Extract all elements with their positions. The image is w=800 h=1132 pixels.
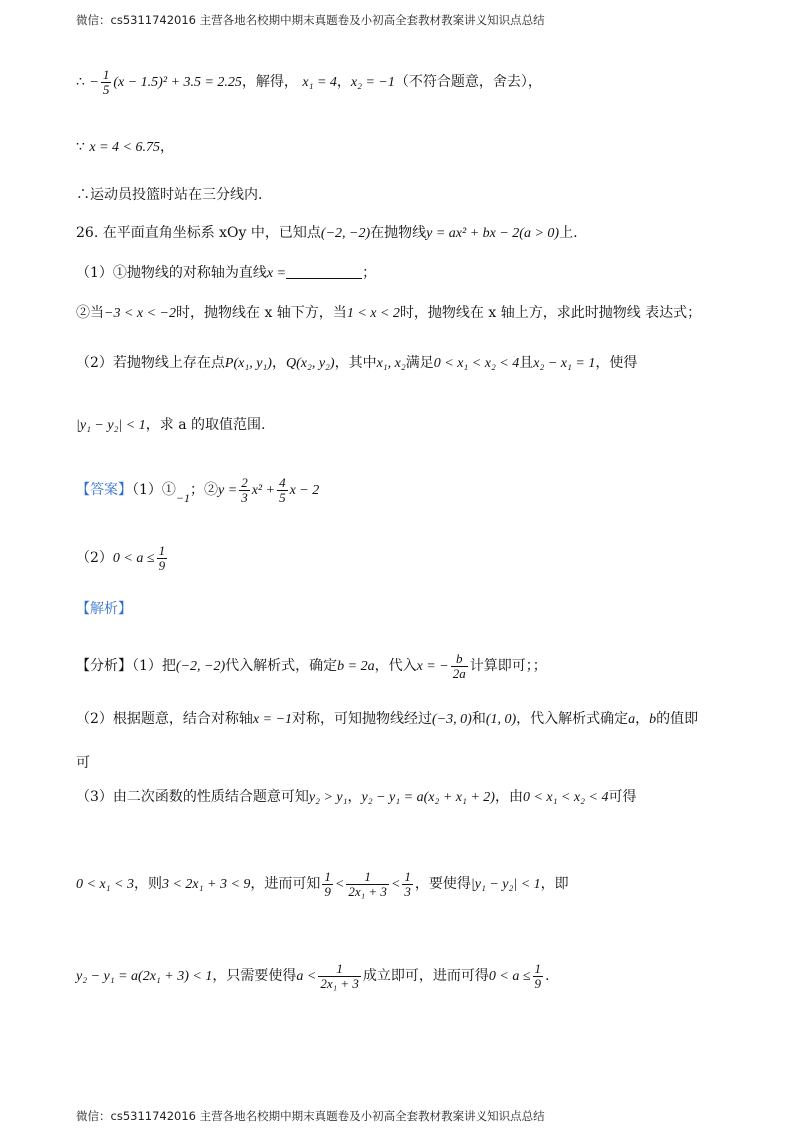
analysis-a5-only: ，只需要使得: [212, 968, 297, 984]
analysis-a1-lead: （1）把: [132, 658, 176, 674]
therefore-symbol: ∴: [76, 74, 85, 90]
analysis-sub-tag: 【分析】: [76, 658, 132, 674]
analysis-a3-comma: ，: [347, 789, 362, 805]
analysis-a2-p1: (−3, 0): [432, 712, 472, 727]
analysis-a2-a: a: [628, 712, 636, 727]
answer-sep: ；②: [190, 482, 219, 498]
analysis-a1-point: (−2, −2): [175, 659, 226, 674]
analysis-a5-eq: y₂ − y₁ = a(2x₁ + 3) < 1: [76, 969, 213, 984]
analysis-a1-sub: ，代入: [374, 658, 417, 674]
q26-p1-text: （1）①抛物线的对称轴为直线: [76, 265, 267, 281]
analysis-a4-know: ，进而可知: [250, 876, 321, 892]
fraction-1-5: $\frac{1}{5}$: [102, 66, 110, 97]
analysis-a2-mid: 对称，可知抛物线经过: [292, 711, 433, 727]
fraction-4-5: $\frac{4}{5}$: [279, 474, 286, 505]
analysis-line-3: [76, 786, 740, 809]
q26-p1b-lead: ②当: [76, 305, 104, 321]
q26-p2-diff: x₂ − x₁ = 1: [533, 356, 596, 371]
prev-equation: (x − 1.5)² + 3.5 = 2.25: [113, 75, 242, 90]
q26-part2: （2）若抛物线上存在点P(x₁, y₁)，Q(x₂, y₂)，其中x₁, x₂满足0 < x₁ < x₂ < 4且x₂ − x₁ = 1，使得: [76, 355, 638, 371]
fraction-1-9b: $\frac{1}{9}$: [324, 868, 331, 899]
q26-p2-satisfy: 满足: [405, 355, 434, 371]
q26-p1-semi: ；: [362, 265, 377, 281]
q26-part1b: [76, 302, 740, 325]
analysis-line-2: [76, 708, 740, 731]
prev-line-2: [76, 136, 740, 159]
q26-p2-lead: （2）若抛物线上存在点: [76, 355, 225, 371]
analysis-a1-end: 计算即可；；: [469, 658, 547, 674]
prev-comma: ，: [159, 139, 174, 155]
analysis-a3-end: 可得: [608, 789, 637, 805]
q26-p2-range: 0 < x₁ < x₂ < 4: [433, 356, 520, 371]
point-Q: Q(x₂, y₂): [285, 356, 335, 371]
q26-p2-make: ，使得: [595, 355, 638, 371]
q26-part1a: [76, 262, 740, 285]
analysis-a3-lead: （3）由二次函数的性质结合题意可知: [76, 789, 309, 805]
q26-stem: [76, 222, 740, 245]
prev-line-1: ∴ − $\frac{1}{5}$ (x − 1.5)² + 3.5 = 2.25，解得， x₁ = 4，x₂ = −1（不符合题意，舍去），: [76, 66, 542, 97]
analysis-tag: 【解析】: [76, 601, 132, 617]
fraction-1-2x1-3b: $\frac{1}{\text{2x₁ + 3}}$: [320, 960, 359, 991]
q26-point: (−2, −2): [320, 226, 371, 241]
prev-root-2: x₂ = −1: [350, 75, 395, 90]
analysis-a2-axis: x = −1: [252, 712, 293, 727]
analysis-a4-abs: |y₁ − y₂| < 1: [470, 877, 541, 892]
analysis-a1-mid: 代入解析式，确定: [225, 658, 338, 674]
answer-part1: （1）①: [132, 482, 176, 498]
analysis-a4-need: ，要使得: [414, 876, 471, 892]
q26-range-2: 1 < x < 2: [346, 306, 400, 321]
analysis-a3-diff: y₂ − y₁ = a(x₂ + x₁ + 2): [361, 790, 495, 805]
analysis-a2-comma: ，: [635, 711, 650, 727]
q26-p2-vars: x₁, x₂: [376, 356, 406, 371]
q26-parabola: y = ax² + bx − 2(a > 0): [426, 226, 560, 241]
analysis-a3-ineq: y₂ > y₁: [308, 790, 348, 805]
because-symbol: ∵: [76, 139, 85, 155]
analysis-line-1: [76, 646, 740, 687]
answer-eq-lhs: y =: [218, 483, 238, 498]
answer-eq-mid2: x − 2: [289, 483, 320, 498]
fraction-1-3: $\frac{1}{3}$: [404, 868, 411, 899]
point-P: P(x₁, y₁): [224, 356, 272, 371]
analysis-a4-r1: 0 < x₁ < 3: [76, 877, 134, 892]
q26-p2-and: 且: [519, 355, 534, 371]
prev-root-1: x₁ = 4: [302, 75, 337, 90]
analysis-a4-lt2: <: [390, 877, 401, 892]
q26-abs: |y₁ − y₂| < 1: [76, 418, 146, 433]
analysis-line-5: [76, 956, 740, 997]
q26-p2-end: ，求 a 的取值范围.: [145, 417, 266, 433]
answer-ineq: 0 < a ≤: [112, 551, 155, 566]
prev-compare: x = 4 < 6.75: [89, 140, 160, 155]
analysis-line-4: [76, 864, 740, 905]
analysis-a5-holds: 成立即可，进而可得: [362, 968, 489, 984]
prev-note: （不符合题意，舍去），: [394, 74, 542, 90]
analysis-a2-and: 和: [471, 711, 486, 727]
q26-p2-mid: ，其中: [334, 355, 377, 371]
analysis-a4-ie: ，即: [540, 876, 569, 892]
fraction-2-3: $\frac{2}{3}$: [241, 474, 248, 505]
fraction-1-9c: $\frac{1}{9}$: [534, 960, 542, 991]
answer-line-1: [76, 470, 740, 518]
answer-eq-mid1: x² +: [251, 483, 276, 498]
analysis-a2-end: ，代入解析式确定: [516, 711, 629, 727]
fraction-1-9: $\frac{1}{9}$: [158, 542, 166, 573]
analysis-a4-lt: <: [334, 877, 345, 892]
q26-p1-x: x =: [266, 266, 287, 281]
analysis-a5-res: 0 < a ≤: [488, 969, 531, 984]
q26-part2-cont: [76, 414, 740, 437]
analysis-a3-by: ，由: [494, 789, 523, 805]
analysis-a1-x: x = −: [416, 659, 449, 674]
analysis-a2-b: b: [649, 712, 657, 727]
prev-line-3: ∴运动员投篮时站在三分线内.: [76, 187, 263, 203]
answer-tag: 【答案】: [76, 482, 132, 498]
analysis-a2-lead: （2）根据题意，结合对称轴: [76, 711, 253, 727]
q26-mid: 在抛物线: [370, 225, 427, 241]
analysis-a4-then: ，则: [133, 876, 162, 892]
analysis-a4-r2: 3 < 2x₁ + 3 < 9: [161, 877, 251, 892]
page-footer: 微信：cs5311742016 主营各地名校期中期末真题卷及小初高全套教材教案讲义知识点总结: [76, 1109, 545, 1123]
fraction-b-2a: $\frac{b}{2a}$: [452, 650, 466, 681]
prev-solve-text: ，解得，: [241, 74, 298, 90]
analysis-a5-a: a <: [296, 969, 317, 984]
answer-part2: （2）: [76, 550, 113, 566]
q26-end: 上.: [559, 225, 578, 241]
analysis-a1-b: b = 2a: [337, 659, 375, 674]
q26-range-1: −3 < x < −2: [104, 306, 177, 321]
analysis-a3-range: 0 < x₁ < x₂ < 4: [522, 790, 609, 805]
answer-line-2: [76, 538, 740, 579]
page-header: 微信：cs5311742016 主营各地名校期中期末真题卷及小初高全套教材教案讲义知识点总结: [76, 13, 545, 27]
answer-value-1: −1: [175, 491, 191, 505]
analysis-a5-dot: .: [545, 968, 550, 984]
answer-blank: [286, 264, 362, 279]
q26-p1b-mid: 时，抛物线在 x 轴下方，当: [176, 305, 347, 321]
fraction-1-2x1-3: $\frac{1}{\text{2x₁ + 3}}$: [348, 868, 387, 899]
q26-lead: 26. 在平面直角坐标系 xOy 中，已知点: [76, 225, 321, 241]
minus-sign: −: [89, 75, 99, 90]
analysis-line-2-cont: 可: [76, 755, 90, 771]
analysis-a2-tail: 的值即: [656, 711, 699, 727]
analysis-a2-p2: (1, 0): [485, 712, 517, 727]
q26-p1b-end: 时，抛物线在 x 轴上方，求此时抛物线 表达式；: [399, 305, 702, 321]
